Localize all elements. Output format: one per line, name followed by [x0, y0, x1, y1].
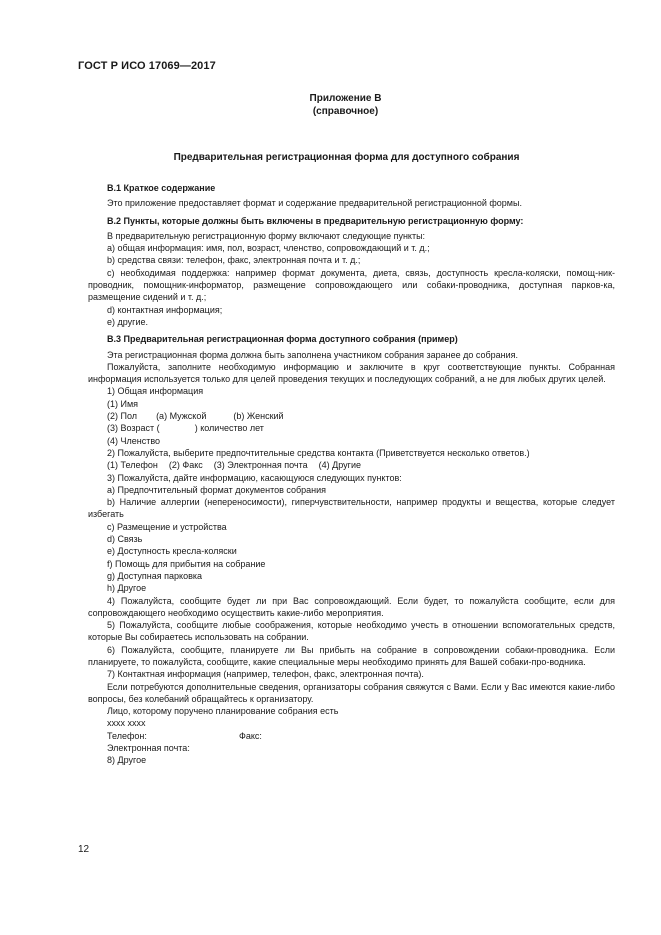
section-b2-item-e: е) другие.	[107, 316, 148, 327]
question-3-item-f: f) Помощь для прибытия на собрание	[107, 558, 266, 569]
section-b1-heading: В.1 Краткое содержание	[107, 183, 216, 193]
fax-label: Факс:	[239, 730, 262, 741]
question-3-item-h: h) Другое	[107, 583, 147, 594]
contact-option-phone: (1) Телефон	[107, 460, 158, 471]
question-3-item-g: g) Доступная парковка	[107, 570, 203, 581]
gender-option-female: (b) Женский	[233, 411, 284, 422]
gender-label: (2) Пол	[107, 411, 138, 422]
question-4: 4) Пожалуйста, сообщите будет ли при Вас сопровождающий. Если будет, то пожалуйста сообщите, если для сопровождающего необходимо осуществить какие-либо мероприятия.	[88, 595, 615, 618]
section-b1-text: Это приложение предоставляет формат и содержание предварительной регистрационной формы.	[107, 198, 522, 209]
question-1: 1) Общая информация	[107, 386, 204, 397]
section-b3-para-2: Пожалуйста, заполните необходимую информацию и заключите в круг соответствующие пункты. Собранная информация используется только для целей проведения текущих и последующих собраний, а не для любых других целей.	[88, 361, 615, 385]
section-b3-para-3: Если потребуются дополнительные сведения, организаторы собрания свяжутся с Вами. Если у Вас имеются какие-либо вопросы, без колебаний обращайтесь к организатору.	[88, 681, 615, 704]
phone-label: Телефон:	[107, 730, 147, 741]
question-1-membership: (4) Членство	[107, 435, 161, 446]
question-8: 8) Другое	[107, 755, 147, 766]
section-b3-para-1: Эта регистрационная форма должна быть заполнена участником собрания заранее до собрания.	[107, 349, 519, 360]
question-3-item-a: а) Предпочтительный формат документов собрания	[107, 484, 327, 495]
age-label: (3) Возраст (	[107, 423, 160, 434]
question-5: 5) Пожалуйста, сообщите любые соображения, которые необходимо учесть в отношении вспомогательных средств, которые Вы собираетесь использовать на собрании.	[88, 620, 615, 643]
age-suffix: ) количество лет	[194, 423, 264, 434]
contact-phone-fax-row	[88, 730, 615, 742]
question-3-item-e: е) Доступность кресла-коляски	[107, 546, 237, 557]
document-id: ГОСТ Р ИСО 17069—2017	[78, 60, 216, 72]
appendix-title: Приложение В	[309, 93, 382, 104]
section-b2-item-d: d) контактная информация;	[107, 304, 223, 315]
question-2-options	[88, 459, 615, 471]
question-3-item-b: b) Наличие аллергии (непереносимости), гиперчувствительности, например продукты и вещества, которые следует избегать	[88, 497, 615, 520]
question-1-name: (1) Имя	[107, 398, 139, 409]
question-1-age	[88, 422, 615, 434]
question-3-item-c: с) Размещение и устройства	[107, 521, 227, 532]
question-3: 3) Пожалуйста, дайте информацию, касающуюся следующих пунктов:	[107, 472, 402, 483]
page-number: 12	[78, 844, 90, 855]
document-body	[88, 182, 615, 767]
contact-name: хххх хххх	[107, 718, 146, 729]
question-1-gender	[88, 410, 615, 422]
section-b2-item-c: с) необходимая поддержка: например формат документа, диета, связь, доступность кресла-коляски, помощ-ник-проводник, помощник-информатор, размещение сопровождающего или собаки-проводника, доступная парков-ка, размещение сидений и т. д.;	[88, 267, 615, 303]
question-6: 6) Пожалуйста, сообщите, планируете ли Вы прибыть на собрание в сопровождении собаки-проводника. Если планируете, то пожалуйста, сообщите, какие специальные меры необходимо принять для Вашей собаки-про-водника.	[88, 644, 615, 667]
contact-person: Лицо, которому поручено планирование собрания есть	[107, 706, 339, 717]
gender-option-male: (а) Мужской	[156, 411, 207, 422]
contact-email: Электронная почта:	[107, 743, 190, 754]
appendix-type: (справочное)	[312, 106, 379, 117]
appendix-heading	[0, 92, 661, 118]
contact-option-email: (3) Электронная почта	[213, 460, 308, 471]
section-b2-item-b: b) средства связи: телефон, факс, электронная почта и т. д.;	[107, 255, 361, 266]
question-2: 2) Пожалуйста, выберите предпочтительные средства контакта (Приветствуется несколько ответов.)	[107, 447, 530, 458]
section-b3-heading: В.3 Предварительная регистрационная форма доступного собрания (пример)	[107, 334, 458, 345]
question-3-item-d: d) Связь	[107, 534, 143, 545]
contact-option-other: (4) Другие	[318, 460, 361, 471]
contact-option-fax: (2) Факс	[168, 460, 203, 471]
section-b2-heading: В.2 Пункты, которые должны быть включены в предварительную регистрационную форму:	[107, 215, 524, 226]
question-7: 7) Контактная информация (например, телефон, факс, электронная почта).	[107, 669, 424, 680]
section-b2-intro: В предварительную регистрационную форму включают следующие пункты:	[107, 230, 426, 241]
section-b2-item-a: а) общая информация: имя, пол, возраст, членство, сопровождающий и т. д.;	[107, 243, 430, 254]
form-title: Предварительная регистрационная форма для доступного собрания	[173, 152, 520, 163]
